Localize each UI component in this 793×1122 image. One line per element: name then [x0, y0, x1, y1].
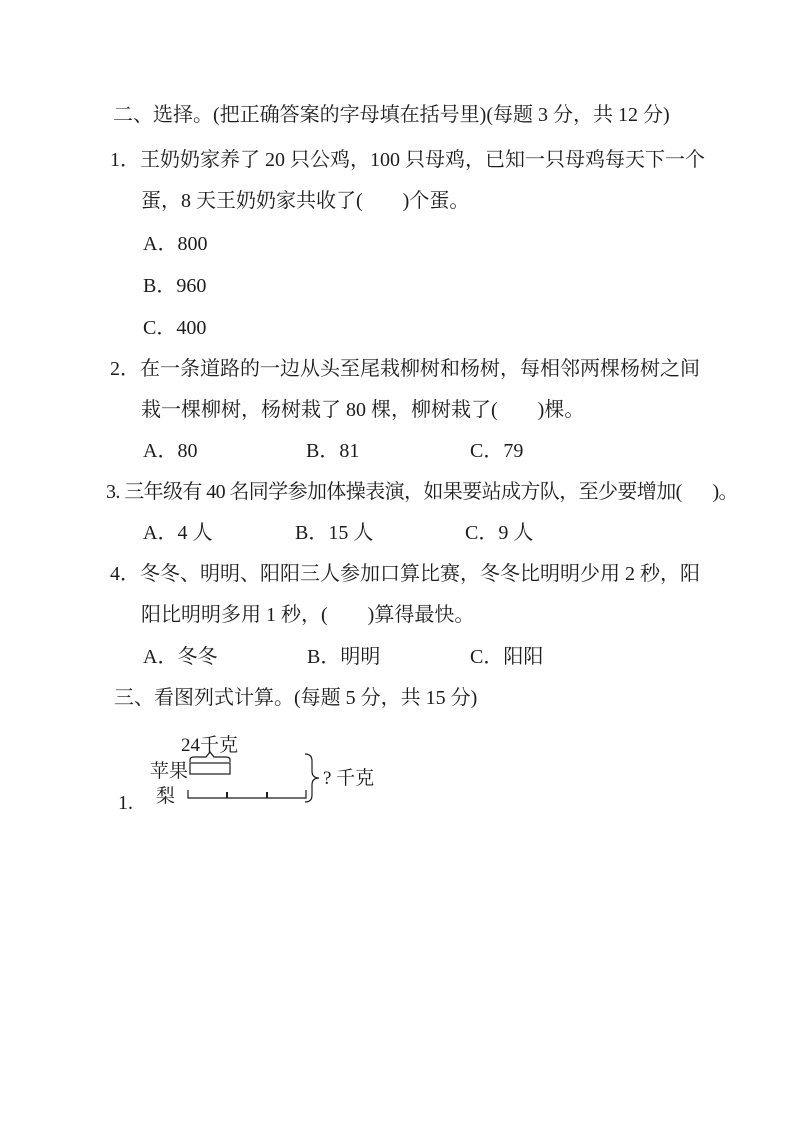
- question-1-option-a: A．800: [143, 233, 208, 255]
- question-2-option-a: A．80: [143, 440, 198, 462]
- apple-bar: [190, 763, 230, 774]
- section-choice-header: 二、选择。(把正确答案的字母填在括号里)(每题 3 分，共 12 分): [113, 104, 670, 126]
- question-3-text-line-1: 3. 三年级有 40 名同学参加体操表演，如果要站成方队，至少要增加( )。: [106, 481, 738, 503]
- question-1-option-c: C．400: [143, 317, 207, 339]
- pear-bar: [188, 790, 306, 798]
- question-1-option-b: B．960: [143, 275, 207, 297]
- question-4-text-line-2: 阳比明明多用 1 秒，( )算得最快。: [141, 604, 475, 626]
- apple-weight-label: 24千克: [181, 735, 239, 756]
- bar-diagram: [145, 724, 395, 814]
- question-4-text-line-1: 4．冬冬、明明、阳阳三人参加口算比赛，冬冬比明明少用 2 秒，阳: [110, 563, 700, 585]
- question-1-text-line-2: 蛋，8 天王奶奶家共收了( )个蛋。: [141, 190, 470, 212]
- question-3-option-b: B．15 人: [295, 522, 374, 544]
- apple-label: 苹果: [150, 761, 189, 782]
- question-2-text-line-2: 栽一棵柳树，杨树栽了 80 棵，柳树栽了( )棵。: [141, 399, 585, 421]
- question-1-text-line-1: 1．王奶奶家养了 20 只公鸡，100 只母鸡，已知一只母鸡每天下一个: [110, 149, 705, 171]
- question-4-option-b: B．明明: [307, 646, 381, 668]
- right-brace-icon: [305, 754, 319, 802]
- total-weight-label: ? 千克: [323, 768, 375, 789]
- calc-question-number: 1.: [118, 792, 133, 814]
- pear-label: 梨: [156, 786, 176, 807]
- question-4-option-a: A．冬冬: [143, 646, 218, 668]
- question-2-option-c: C．79: [470, 440, 524, 462]
- question-3-option-a: A．4 人: [143, 522, 213, 544]
- section-calc-header: 三、看图列式计算。(每题 5 分，共 15 分): [114, 687, 478, 709]
- question-2-option-b: B．81: [306, 440, 360, 462]
- question-2-text-line-1: 2．在一条道路的一边从头至尾栽柳树和杨树，每相邻两棵杨树之间: [110, 358, 700, 380]
- question-3-option-c: C．9 人: [465, 522, 534, 544]
- question-4-option-c: C．阳阳: [470, 646, 544, 668]
